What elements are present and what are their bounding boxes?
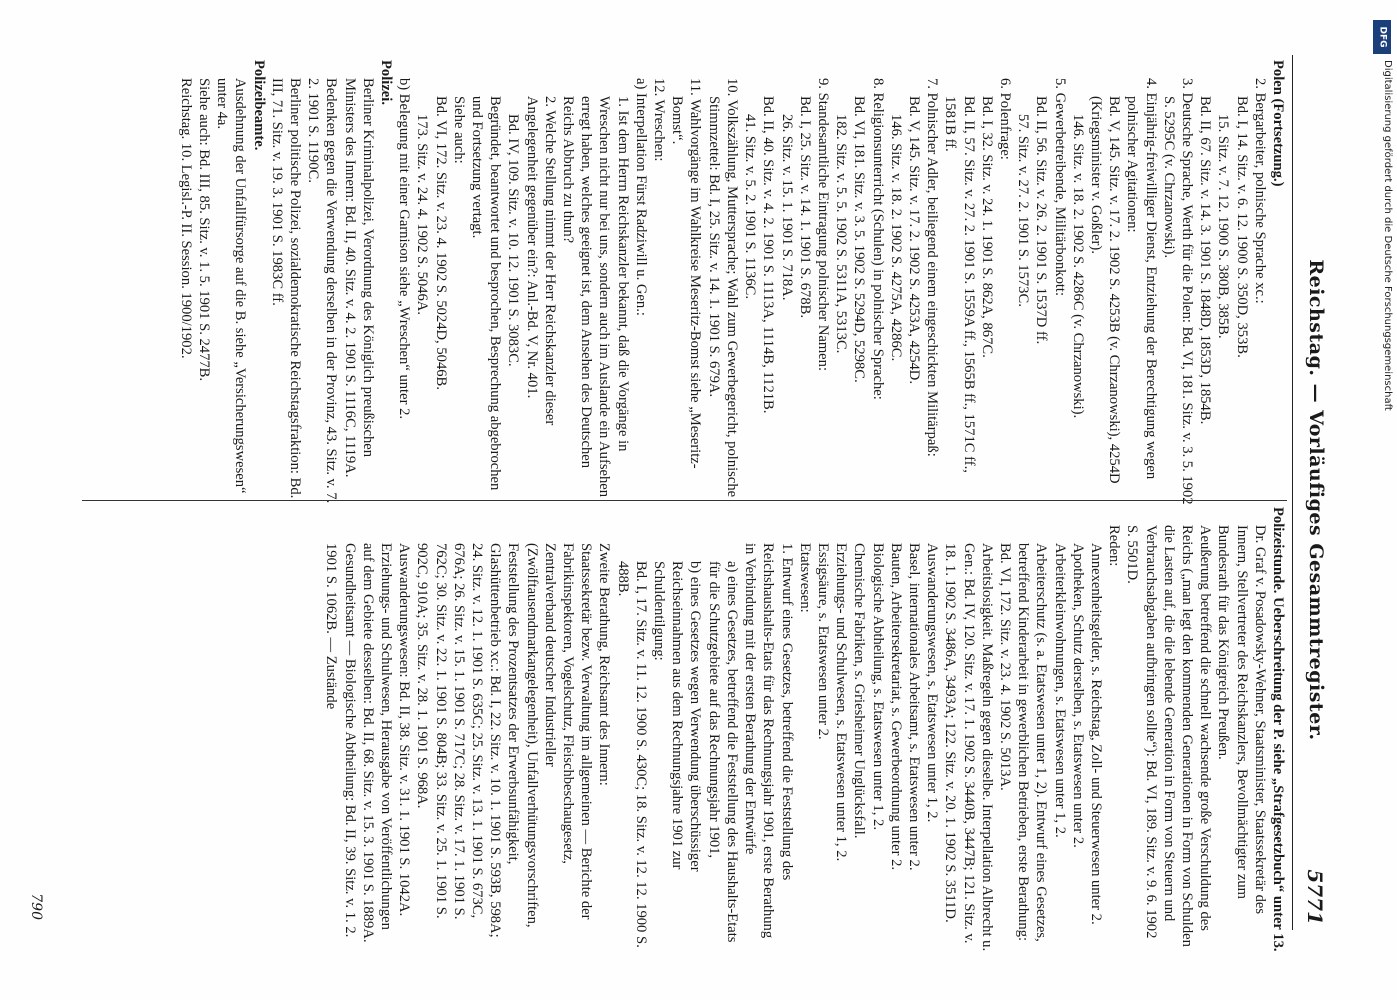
right-entry: Auswanderungswesen, s. Etatswesen unter 1, 2.	[924, 543, 941, 823]
left-entry: 2. Welche Stellung nimmt der Herr Reichskanzler dieser Angelegenheit gegenüber ein?: Anl.-Bd. V, Nr. 401.	[523, 96, 558, 426]
right-entry: Polizeistunde. Ueberschreitung der P. siehe „Strafgesetzbuch“ unter 13.	[1270, 507, 1286, 952]
right-entry: Bd. I, 17. Sitz. v. 11. 12. 1900 S. 430C; 18. Sitz. v. 12. 12. 1900 S. 488B.	[614, 561, 649, 948]
left-entry: 182. Sitz. v. 5. 5. 1902 S. 5311A, 5313C.	[833, 114, 850, 354]
right-entry: Staatssekretär bezw. Verwaltung im allgemeinen — Berichte der Fabrikinspektoren, Vogelschutz, Fleischbeschaugesetz, Zentralverband deutscher Industrieller (Zwölftausendmarkangelegenheit), Unfallverhütungsvorschriften, Feststellung des Prozentsatzes der Erwerbsunfähigkeit, Glashüttenbetrieb xc.: Bd. I, 22. Sitz. v. 10. 1. 1901 S. 593B, 598A; 24. Sitz. v. 12. 1. 1901 S. 635C; 25. Sitz. v. 13. 1. 1901 S. 673C, 676A; 26. Sitz. v. 15. 1. 1901 S. 717C; 28. Sitz. v. 17. 1. 1901 S. 762C; 30. Sitz. v. 22. 1. 1901 S. 804B; 33. Sitz. v. 25. 1. 1901 S. 902C, 910A; 35. Sitz. v. 28. 1. 1901 S. 968A.	[414, 543, 595, 938]
page-number: 5771	[1303, 869, 1327, 925]
left-entry: 11. Wahlvorgänge im Wahlkreise Meseritz-Bomst siehe „Meseritz-Bomst“.	[669, 78, 704, 469]
right-entry: Reden:	[1106, 525, 1123, 567]
left-entry: 173. Sitz. v. 24. 4. 1902 S. 5046A.	[414, 114, 431, 315]
left-entry: 26. Sitz. v. 15. 1. 1901 S. 718A.	[778, 114, 795, 301]
right-entry: Bauten, Arbeitersekretariat, s. Gewerbeordnung unter 2.	[887, 543, 904, 871]
left-entry: 10. Volkszählung, Muttersprache; Wahl zum Gewerbegericht, polnische Stimmzettel: Bd. I, 25. Sitz. v. 14. 1. 1901 S. 679A.	[705, 78, 740, 498]
right-entry: Apotheken, Schutz derselben, s. Etatswesen unter 2.	[1069, 543, 1086, 848]
funding-credit: Digitalisierung gefördert durch die Deutsche Forschungsgemeinschaft	[1382, 60, 1393, 411]
right-entry: 1. Entwurf eines Gesetzes, betreffend die Feststellung des Reichshaushalts-Etats für das Rechnungsjahr 1901, erste Berathung in Verbindung mit der ersten Berathung der Entwürfe	[742, 543, 795, 939]
right-entry: Annexenheitsgelder, s. Reichstag, Zoll- und Steuerwesen unter 2.	[1087, 543, 1104, 925]
left-entry: Polizeibeamte.	[250, 60, 267, 151]
right-entry: Etatswesen:	[796, 543, 813, 613]
left-entry: Bd. I, 32. Sitz. v. 24. 1. 1901 S. 862A, 867C.	[978, 96, 995, 358]
left-entry: Bd. II, 57. Sitz. v. 27. 2. 1901 S. 1559A ff., 1565B ff., 1571C ff., 1581B ff.	[942, 96, 977, 473]
left-entry: Siehe auch: Bd. III, 85. Sitz. v. 1. 5. 1901 S. 2477B.	[196, 78, 213, 382]
left-entry: 7. Polnischer Adler, beiliegend einem eingeschickten Militärpaß:	[924, 78, 941, 457]
left-entry: Bd. II, 67. Sitz. v. 14. 3. 1901 S. 1848D, 1853D, 1854B.	[1197, 96, 1214, 425]
left-entry: Bd. V, 145. Sitz. v. 17. 2. 1902 S. 4253A, 4254D.	[905, 96, 922, 384]
right-entry: a) eines Gesetzes, betreffend die Feststellung des Haushalts-Etats für die Schutzgebiete auf das Rechnungsjahr 1901,	[705, 561, 740, 943]
dfg-logo-text: DFG	[1377, 26, 1388, 48]
left-entry: Bd. II, 56. Sitz. v. 26. 2. 1901 S. 1537D ff.	[1033, 96, 1050, 345]
right-entry: Essigsäure, s. Etatswesen unter 2.	[814, 543, 831, 740]
left-entry: Polen (Fortsetzung.)	[1270, 60, 1286, 187]
left-entry: Berliner Kriminalpolizei, Verordnung des Königlich preußischen Ministers des Innern: Bd. II, 40. Sitz. v. 4. 2. 1901 S. 1116C, 1119A. Bedenken gegen die Verwendung derselben in der Provinz, 43. Sitz. v. 7. 2. 1901 S. 1190C.	[305, 78, 376, 504]
left-entry: 6. Polenfrage:	[996, 78, 1013, 160]
right-column	[322, 507, 1287, 952]
left-entry: Bd. IV, 109. Sitz. v. 10. 12. 1901 S. 3083C.	[505, 114, 522, 367]
right-entry: Arbeiterkleinwohnungen, s. Etatswesen unter 1, 2.	[1051, 543, 1068, 838]
left-entry: Bd. I, 25. Sitz. v. 14. 1. 1901 S. 678B.	[796, 96, 813, 319]
right-entry: Arbeitslosigkeit. Maßregeln gegen dieselbe. Interpellation Albrecht u. Gen.: Bd. IV, 120. Sitz. v. 17. 1. 1902 S. 3440B, 3447B; 121. Sitz. v. 18. 1. 1902 S. 3486A, 3493A; 122. Sitz. v. 20. 1. 1902 S. 3511D.	[942, 543, 995, 952]
left-entry: 146. Sitz. v. 18. 2. 1902 S. 4275A, 4286C.	[887, 114, 904, 362]
right-entry: Gesundheitsamt — Biologische Abtheilung: Bd. II, 39. Sitz. v. 1. 2. 1901 S. 1062B. — Zustände	[323, 543, 358, 938]
left-entry: Polizei.	[378, 60, 395, 105]
right-entry: Dr. Graf v. Posadowsky-Wehner, Staatsminister, Staatssekretär des Innern, Stellvertreter des Reichskanzlers, Bevollmächtigter zum Bundesrath für das Königreich Preußen.	[1215, 525, 1268, 915]
left-entry: 3. Deutsche Sprache, Werth für die Polen: Bd. VI, 181. Sitz. v. 3. 5. 1902 S. 5295C (v. Chrzanowski).	[1160, 78, 1195, 505]
left-entry: 5. Gewerbetreibende, Militärbonkott:	[1051, 78, 1068, 297]
left-entry: b) Belegung mit einer Garnison siehe „Wreschen“ unter 2.	[396, 78, 413, 420]
left-entry: 2. Bergarbeiter, polnische Sprache xc.:	[1251, 78, 1268, 304]
right-entry: Chemische Fabriken, s. Griesheimer Unglücksfall.	[851, 543, 868, 839]
right-entry: b) eines Gesetzes wegen Verwendung überschüssiger Reichseinnahmen aus dem Rechnungsjahre 1901 zur Schuldentilgung:	[651, 561, 704, 872]
left-entry: Bd. V, 145. Sitz. v. 17. 2. 1902 S. 4253B (v. Chrzanowski), 4254D (Kriegsminister v. Goßler).	[1087, 96, 1123, 484]
left-entry: Bd. VI, 181. Sitz. v. 3. 5. 1902 S. 5294D, 5298C.	[851, 96, 868, 383]
left-entry: 146. Sitz. v. 18. 2. 1902 S. 4286C (v. Chrzanowski).	[1069, 114, 1086, 419]
right-entry: Arbeiterschutz (s. a. Etatswesen unter 1, 2). Entwurf eines Gesetzes, betreffend Kinderarbeit in gewerblichen Betrieben, erste Berathung: Bd. VI, 172. Sitz. v. 23. 4. 1902 S. 5013A.	[996, 543, 1050, 942]
left-entry: Bd. II, 40. Sitz. v. 4. 2. 1901 S. 1113A, 1114B, 1121B.	[760, 96, 777, 414]
left-entry: 8. Religionsunterricht (Schulen) in polnischer Sprache:	[869, 78, 886, 400]
column-separator	[82, 500, 1287, 501]
right-entry: Erziehungs- und Schulwesen, s. Etatswesen unter 1, 2.	[833, 543, 850, 862]
left-entry: Bd. I, 14. Sitz. v. 6. 12. 1900 S. 350D, 353B.	[1233, 96, 1250, 358]
left-entry: Siehe auch:	[450, 96, 467, 164]
header-rule	[1292, 55, 1293, 930]
right-entry: Biologische Abtheilung, s. Etatswesen unter 1, 2.	[869, 543, 886, 830]
left-entry: 41. Sitz. v. 5. 2. 1901 S. 1136C.	[742, 114, 759, 300]
left-entry: Begründet, beantwortet und besprochen, Besprechung abgebrochen und Fortsetzung vertagt.	[469, 96, 504, 491]
digitization-sidebar	[1371, 20, 1393, 980]
left-entry: Ausdehnung der Unfallfürsorge auf die B. siehe „Versicherungswesen“ unter 4a.	[214, 78, 249, 494]
dfg-logo	[1373, 20, 1391, 54]
left-entry: a) Interpellation Fürst Radziwill u. Gen.:	[632, 78, 649, 316]
left-entry: 4. Einjährig-freiwilliger Dienst, Entziehung der Berechtigung wegen polnischer Agitationen:	[1124, 78, 1159, 480]
left-entry: 9. Standesamtliche Eintragung polnischer Namen:	[814, 78, 831, 372]
left-entry: Bd. VI, 172. Sitz. v. 23. 4. 1902 S. 5024D, 5046B.	[432, 96, 449, 390]
right-entry: Aeußerung betreffend die schnell wachsende große Verschuldung des Reichs („man legt den kommenden Generationen in Form von Schulden die Lasten auf, die die lebende Generation in Form von Steuern und Verbrauchsabgaben aufbringen sollte“): Bd. VI, 189. Sitz. v. 9. 6. 1902 S. 5501D.	[1124, 525, 1214, 947]
left-entry: 1. Ist dem Herrn Reichskanzler bekannt, daß die Vorgänge in Wreschen nicht nur bei uns, sondern auch im Auslande ein Aufsehen erregt haben, welches geeignet ist, dem Ansehen des Deutschen Reichs Abbruch zu thun?	[560, 96, 631, 498]
page-header	[1287, 55, 1327, 945]
left-entry: 57. Sitz. v. 27. 2. 1901 S. 1573C.	[1015, 114, 1032, 307]
right-entry: Basel, internationales Arbeitsamt, s. Etatswesen unter 2.	[905, 543, 922, 871]
left-column	[177, 60, 1287, 505]
right-entry: Erziehungs- und Schulwesen, Herausgabe von Veröffentlichungen auf dem Gebiete desselben: Bd. II, 68. Sitz. v. 15. 3. 1901 S. 1889A.	[359, 543, 395, 943]
right-entry: Zweite Berathung, Reichsamt des Innern:	[596, 543, 613, 786]
right-entry: Auswanderungswesen: Bd. II, 38. Sitz. v. 31. 1. 1901 S. 1042A.	[396, 543, 413, 917]
signature-mark: 790	[28, 893, 44, 920]
left-entry: 12. Wreschen:	[651, 78, 668, 162]
page-title: Reichstag. — Vorläufiges Gesammtregister.	[1305, 259, 1327, 741]
left-entry: Reichstag. 10. Legisl.-P. II. Session. 1900/1902.	[177, 78, 194, 359]
left-entry: 15. Sitz. v. 7. 12. 1900 S. 380B, 385B.	[1215, 114, 1232, 339]
left-entry: Berliner politische Polizei, sozialdemokratische Reichstagsfraktion: Bd. III, 71. Sitz. v. 19. 3. 1901 S. 1983C ff.	[268, 78, 304, 499]
